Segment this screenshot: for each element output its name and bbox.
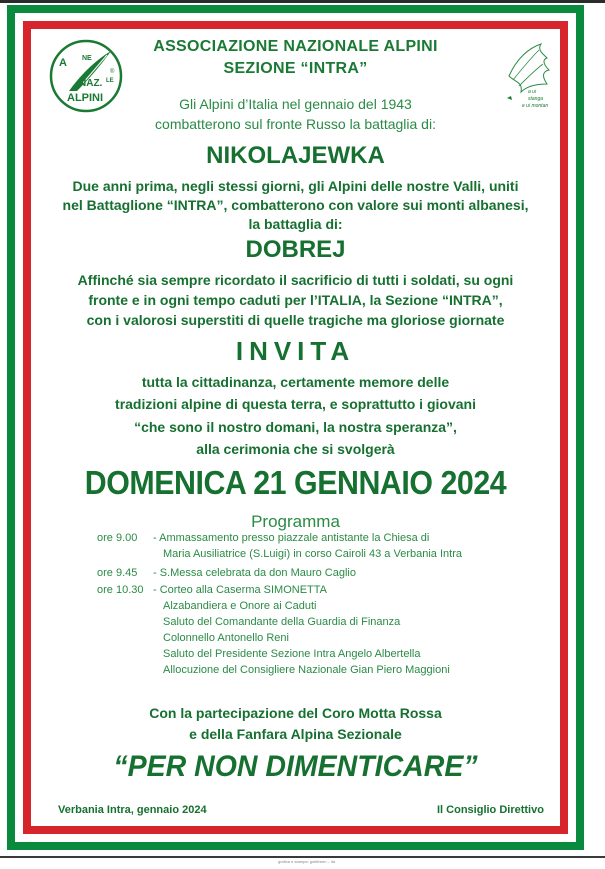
logo-text-le: LE xyxy=(106,78,114,84)
intro-line-1: Gli Alpini d’Italia nel gennaio del 1943 xyxy=(179,96,412,112)
section-logo-text-1: a ui xyxy=(528,89,537,95)
para2-line-3: con i valorosi superstiti di quelle tragiche ma gloriose giornate xyxy=(86,312,505,328)
para3-line-4: alla cerimonia che si svolgerà xyxy=(196,441,395,457)
header-title: ASSOCIAZIONE NAZIONALE ALPINI xyxy=(153,38,438,55)
bottom-edge-line xyxy=(0,856,605,858)
programma-item-text: Maria Ausiliatrice (S.Luigi) in corso Cairoli 43 a Verbania Intra xyxy=(163,548,462,560)
section-logo-text-2: stanga xyxy=(528,96,544,102)
logo-text-ne: NE xyxy=(82,55,92,62)
para1-line-2: nel Battaglione “INTRA”, combatterono con valore sui monti albanesi, xyxy=(62,197,529,213)
programma-item-text: Saluto del Comandante della Guardia di Finanza xyxy=(163,616,401,628)
para2-line-1: Affinché sia sempre ricordato il sacrificio di tutti i soldati, su ogni xyxy=(77,272,514,288)
para3-line-3: “che sono il nostro domani, la nostra speranza”, xyxy=(134,419,457,435)
partecipazione-line-1: Con la partecipazione del Coro Motta Rossa xyxy=(149,705,442,721)
intro-line-2: combatterono sul fronte Russo la battaglia di: xyxy=(155,116,436,132)
event-date: DOMENICA 21 GENNAIO 2024 xyxy=(84,464,507,501)
invita-heading: INVITA xyxy=(235,336,356,366)
programma-time: ore 9.45 xyxy=(97,567,138,579)
section-logo-text-3: e ui montan xyxy=(522,103,549,109)
para1-line-1: Due anni prima, negli stessi giorni, gli Alpini delle nostre Valli, uniti xyxy=(72,178,519,194)
para1-line-3: la battaglia di: xyxy=(248,216,343,232)
header-subtitle: SEZIONE “INTRA” xyxy=(223,60,368,77)
slogan: “PER NON DIMENTICARE” xyxy=(113,750,478,783)
programma-item-text: Colonnello Antonello Reni xyxy=(163,632,289,644)
battle-nikolajewka: NIKOLAJEWKA xyxy=(206,142,385,169)
top-edge-line xyxy=(0,0,605,3)
programma-time: ore 9.00 xyxy=(97,532,138,544)
para3-line-1: tutta la cittadinanza, certamente memore delle xyxy=(141,374,450,390)
programma-time: ore 10.30 xyxy=(97,584,144,596)
battle-dobrej: DOBREJ xyxy=(245,236,346,263)
programma-item-text: - Ammassamento presso piazzale antistante la Chiesa di xyxy=(153,532,430,544)
logo-text-alpini: ALPINI xyxy=(67,92,104,104)
programma-title: Programma xyxy=(251,512,340,531)
footer-signature: Il Consiglio Direttivo xyxy=(437,804,544,816)
programma-item-text: - S.Messa celebrata da don Mauro Caglio xyxy=(153,567,356,579)
printer-credit: grafica e stampa: gottifreen – ita xyxy=(278,859,336,864)
para3-line-2: tradizioni alpine di questa terra, e soprattutto i giovani xyxy=(115,396,476,412)
programma-item-text: Alzabandiera e Onore ai Caduti xyxy=(163,600,317,612)
programma-item-text: - Corteo alla Caserma SIMONETTA xyxy=(153,584,328,596)
programma-item-text: Saluto del Presidente Sezione Intra Angelo Albertella xyxy=(163,648,421,660)
footer-place-date: Verbania Intra, gennaio 2024 xyxy=(58,804,207,816)
logo-letter-a: A xyxy=(59,57,67,69)
logo-registered: ® xyxy=(110,69,115,75)
partecipazione-line-2: e della Fanfara Alpina Sezionale xyxy=(189,726,402,742)
para2-line-2: fronte e in ogni tempo caduti per l’ITALIA, la Sezione “INTRA”, xyxy=(88,292,503,308)
logo-text-naz: NAZ. xyxy=(79,78,103,89)
programma-item-text: Allocuzione del Consigliere Nazionale Gian Piero Maggioni xyxy=(163,664,450,676)
